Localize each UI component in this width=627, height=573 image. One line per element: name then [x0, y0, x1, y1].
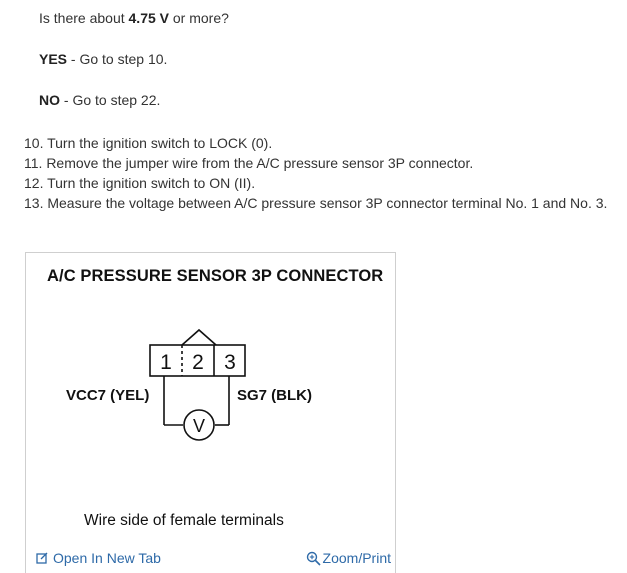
yes-text: - Go to step 10.	[67, 51, 168, 67]
connector-key	[182, 330, 216, 345]
question-suffix: or more?	[169, 10, 229, 26]
left-wire-label: VCC7 (YEL)	[66, 387, 150, 404]
terminal-1-label: 1	[160, 351, 172, 374]
new-tab-icon	[36, 552, 48, 564]
terminal-3-label: 3	[224, 351, 236, 374]
figure-caption: Wire side of female terminals	[84, 512, 284, 529]
step-10: 10. Turn the ignition switch to LOCK (0).	[24, 135, 273, 151]
question-value: 4.75 V	[128, 10, 169, 26]
yes-branch	[39, 51, 167, 67]
zoom-print-link[interactable]	[306, 550, 391, 566]
terminal-2-label: 2	[192, 351, 204, 374]
figure-title: A/C PRESSURE SENSOR 3P CONNECTOR	[47, 267, 384, 285]
no-branch	[39, 92, 160, 108]
voltage-question	[39, 10, 229, 26]
connector-diagram	[26, 253, 395, 543]
yes-label: YES	[39, 51, 68, 67]
figure-links	[36, 550, 391, 568]
connector-figure	[25, 252, 396, 573]
voltmeter-symbol: V	[192, 416, 206, 436]
open-in-new-tab-link[interactable]	[36, 550, 161, 566]
step-12: 12. Turn the ignition switch to ON (II).	[24, 175, 256, 191]
no-text: - Go to step 22.	[60, 92, 161, 108]
zoom-print-label: Zoom/Print	[322, 550, 391, 566]
zoom-icon	[306, 551, 321, 566]
question-prefix: Is there about	[39, 10, 129, 26]
open-in-new-tab-label: Open In New Tab	[53, 550, 161, 566]
step-list	[24, 133, 607, 213]
right-wire-label: SG7 (BLK)	[237, 387, 312, 404]
step-13: 13. Measure the voltage between A/C pressure sensor 3P connector terminal No. 1 and No. 3.	[24, 195, 608, 211]
no-label: NO	[39, 92, 60, 108]
step-11: 11. Remove the jumper wire from the A/C pressure sensor 3P connector.	[24, 155, 474, 171]
